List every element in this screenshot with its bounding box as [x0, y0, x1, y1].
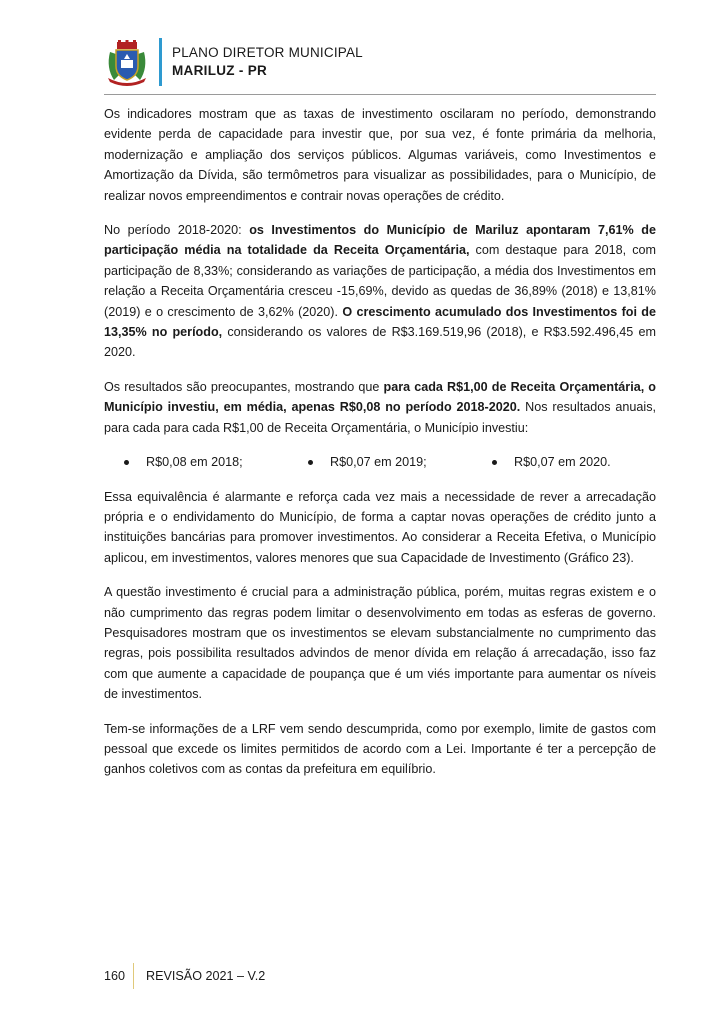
list-item: [288, 452, 472, 472]
paragraphs-after-list: [104, 487, 656, 780]
paragraph-text: Os indicadores mostram que as taxas de investimento oscilaram no período, demonstrando evidente perda de capacidade para investir que, por sua vez, é fonte primária da melhoria, modernização e ampliação dos serviços públicos. Algumas variáveis, como Investimentos e Amortização da Dívida, são termômetros para visualizar as possibilidades, para o Município, de realizar novos empreendimentos e contrair novas operações de crédito.: [104, 107, 656, 203]
page-footer: [104, 963, 265, 989]
revision-label: REVISÃO 2021 – V.2: [146, 969, 266, 983]
bullet-icon: [308, 460, 313, 465]
document-title: PLANO DIRETOR MUNICIPAL: [172, 45, 363, 60]
body-paragraph: [104, 719, 656, 780]
body-paragraph: [104, 104, 656, 206]
list-item-text: R$0,07 em 2020.: [514, 455, 611, 470]
page-header: [96, 34, 656, 92]
paragraph-text: Tem-se informações de a LRF vem sendo descumprida, como por exemplo, limite de gastos com pessoal que excede os limites permitidos de acordo com a Lei. Importante é ter a percepção de ganhos coletivos com as contas da prefeitura em equilíbrio.: [104, 721, 656, 777]
paragraph-text: com destaque para 2018, com participação de 8,33%; considerando as variações de participação, a média dos Investimentos em relação a Receita Orçamentária cresceu -15,69%, devido as quedas de 36,89% (2018) e 13,81% (2019) e o crescimento de 3,62% (2020).: [104, 243, 656, 319]
body-paragraph: [104, 582, 656, 704]
body-paragraph: [104, 487, 656, 569]
list-item: [104, 452, 288, 472]
header-divider: [104, 94, 656, 95]
municipality-name: MARILUZ - PR: [172, 63, 268, 78]
paragraph-text: Essa equivalência é alarmante e reforça cada vez mais a necessidade de rever a arrecadação própria e o endividamento do Município, de forma a captar novas operações de crédito junto a instituições bancárias para promover investimentos. Ao considerar a Receita Efetiva, o Município aplicou, em investimentos, valores menores que sua Capacidade de Investimento (Gráfico 23).: [104, 489, 656, 565]
bullet-icon: [124, 460, 129, 465]
list-item-text: R$0,08 em 2018;: [146, 455, 243, 470]
paragraph-text: considerando os valores de R$3.169.519,96 (2018), e R$3.592.496,45 em 2020.: [104, 325, 656, 360]
bullet-icon: [492, 460, 497, 465]
list-item: [472, 452, 656, 472]
page-number: 160: [104, 969, 126, 983]
header-accent-bar: [159, 38, 162, 86]
paragraph-text: A questão investimento é crucial para a administração pública, porém, muitas regras existem e o não cumprimento das regras podem limitar o desenvolvimento em todas as esferas de governo. Pesquisadores mostram que os investimentos se elevam substancialmente no cumprimento das regras, pois possibilita resultados advindos de menor dívida em relação á arrecadação, isso faz com que aumente a capacidade de poupança que é um viés importante para aumentar os níveis de investimentos.: [104, 585, 656, 702]
body-paragraph: [104, 220, 656, 363]
document-body: [104, 104, 656, 794]
bold-text: para cada R$1,00 de Receita Orçamentária, o Município investiu, em média, apenas R$0,08 no período 2018-2020.: [104, 379, 656, 415]
paragraph-text: No período 2018-2020:: [104, 223, 250, 238]
list-item-text: R$0,07 em 2019;: [330, 455, 427, 470]
paragraph-text: Nos resultados anuais, para cada para cada R$1,00 de Receita Orçamentária, o Município investiu:: [104, 400, 656, 435]
bold-text: os Investimentos do Município de Mariluz apontaram 7,61% de participação média na totalidade da Receita Orçamentária,: [104, 223, 656, 258]
body-paragraph: [104, 377, 656, 438]
footer-divider: [133, 963, 134, 989]
annual-results-list: [104, 452, 656, 472]
bold-text: O crescimento acumulado dos Investimentos foi de 13,35% no período,: [104, 304, 656, 340]
paragraph-text: Os resultados são preocupantes, mostrando que: [104, 379, 384, 394]
coat-of-arms-icon: [104, 38, 150, 86]
paragraphs-before-list: [104, 104, 656, 438]
